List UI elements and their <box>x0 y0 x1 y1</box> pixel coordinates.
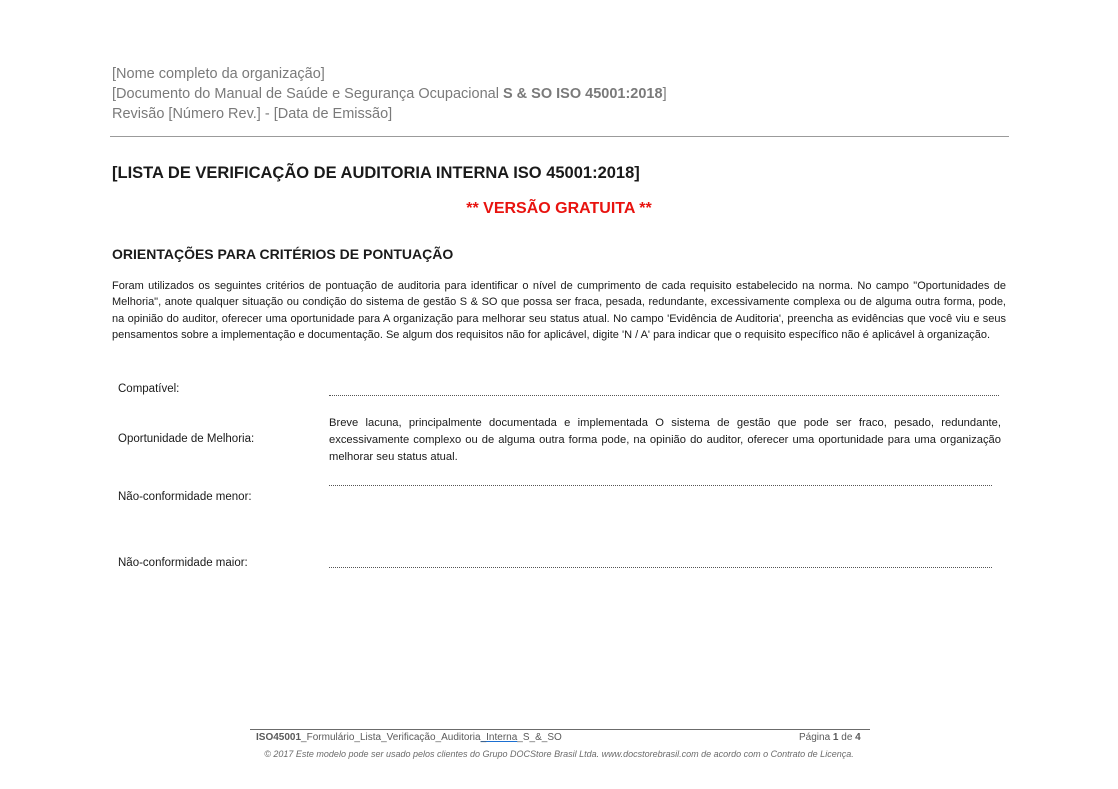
minor-nonconformity-label: Não-conformidade menor: <box>118 491 252 503</box>
improvement-label: Oportunidade de Melhoria: <box>118 433 255 445</box>
manual-reference-suffix: ] <box>662 86 667 102</box>
free-version-banner: ** VERSÃO GRATUITA ** <box>466 200 652 217</box>
compatible-dotted-line <box>329 395 999 396</box>
footer-filename <box>256 732 562 743</box>
footer-filename-underlined: _Interna <box>480 732 518 743</box>
minor-dotted-line <box>329 485 992 486</box>
page-total: 4 <box>855 732 861 743</box>
page-number-mid: de <box>838 732 856 743</box>
manual-reference-prefix: [Documento do Manual de Saúde e Segurança Ocupacional <box>112 86 503 102</box>
organization-name: [Nome completo da organização] <box>112 66 325 82</box>
footer-filename-mid: _Formulário_Lista_Verificação_Auditoria <box>301 732 481 743</box>
intro-paragraph: Foram utilizados os seguintes critérios de pontuação de auditoria para identificar o nível de cumprimento de cada requisito estabelecido na norma. No campo "Oportunidades de Melhoria", anote qualquer situação ou condição do sistema de gestão S & SO que possa ser fraca, pesada, redundante, excessivamente complexa ou de alguma outra forma, pode, na opinião do auditor, oferecer uma oportunidade para A organização para melhorar seu status atual. No campo 'Evidência de Auditoria', preencha as evidências que você viu e seus pensamentos sobre a implementação e documentação. Se algum dos requisitos não for aplicável, digite 'N / A' para indicar que o requisito específico não é aplicável à organização. <box>112 280 1006 341</box>
improvement-description: Breve lacuna, principalmente documentada e implementada O sistema de gestão que pode ser fraco, pesado, redundante, excessivamente complexo ou de alguma outra forma pode, na opinião do auditor, oferecer uma oportunidade para uma organização melhorar seu status atual. <box>329 417 1001 463</box>
compatible-label: Compatível: <box>118 383 180 395</box>
major-nonconformity-label: Não-conformidade maior: <box>118 557 248 569</box>
page-number <box>799 732 861 743</box>
page-number-prefix: Página <box>799 732 833 743</box>
copyright-notice: © 2017 Este modelo pode ser usado pelos clientes do Grupo DOCStore Brasil Ltda. www.docstorebrasil.com de acordo com o Contrato de Licença. <box>264 749 854 759</box>
section-heading: ORIENTAÇÕES PARA CRITÉRIOS DE PONTUAÇÃO <box>112 246 454 262</box>
footer-filename-standard: ISO45001 <box>256 732 302 743</box>
footer-divider <box>250 729 870 730</box>
footer-filename-end: _S_&_SO <box>517 732 562 743</box>
page-current: 1 <box>832 732 839 743</box>
document-title: [LISTA DE VERIFICAÇÃO DE AUDITORIA INTERNA ISO 45001:2018] <box>112 164 640 182</box>
document-header <box>112 64 667 124</box>
major-dotted-line <box>329 567 992 568</box>
manual-reference <box>112 84 667 104</box>
header-divider <box>110 136 1009 137</box>
manual-reference-standard: S & SO ISO 45001:2018 <box>502 86 663 102</box>
revision-line: Revisão [Número Rev.] - [Data de Emissão] <box>112 106 393 122</box>
